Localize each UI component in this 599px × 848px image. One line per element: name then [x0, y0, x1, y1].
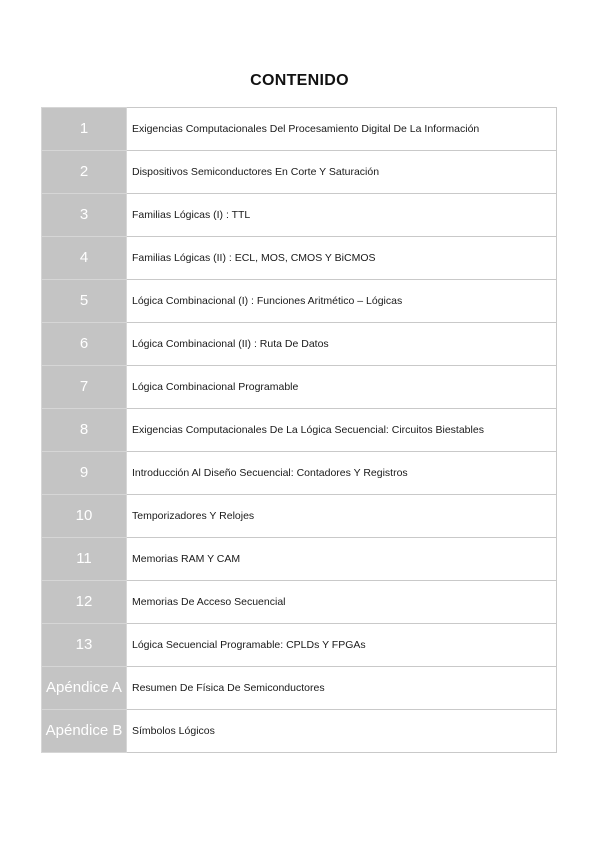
table-row [42, 194, 557, 237]
chapter-number: 11 [42, 538, 127, 581]
chapter-number: 1 [42, 108, 127, 151]
chapter-number: 6 [42, 323, 127, 366]
chapter-title: Exigencias Computacionales De La Lógica Secuencial: Circuitos Biestables [127, 409, 557, 452]
page-title: CONTENIDO [250, 72, 349, 89]
table-row [42, 667, 557, 710]
table-row [42, 323, 557, 366]
chapter-number: 7 [42, 366, 127, 409]
chapter-title: Familias Lógicas (II) : ECL, MOS, CMOS Y BiCMOS [127, 237, 557, 280]
table-row [42, 710, 557, 753]
table-row [42, 409, 557, 452]
chapter-number: 13 [42, 624, 127, 667]
chapter-title: Exigencias Computacionales Del Procesamiento Digital De La Información [127, 108, 557, 151]
table-row [42, 538, 557, 581]
contents-table [41, 107, 557, 753]
table-row [42, 366, 557, 409]
chapter-title: Dispositivos Semiconductores En Corte Y Saturación [127, 151, 557, 194]
chapter-title: Temporizadores Y Relojes [127, 495, 557, 538]
chapter-number: 3 [42, 194, 127, 237]
chapter-title: Familias Lógicas (I) : TTL [127, 194, 557, 237]
chapter-title: Lógica Combinacional (I) : Funciones Aritmético – Lógicas [127, 280, 557, 323]
chapter-number: 4 [42, 237, 127, 280]
chapter-number: 9 [42, 452, 127, 495]
chapter-title: Lógica Combinacional Programable [127, 366, 557, 409]
chapter-number: 5 [42, 280, 127, 323]
table-row [42, 624, 557, 667]
chapter-number: 12 [42, 581, 127, 624]
chapter-number: 2 [42, 151, 127, 194]
table-row [42, 280, 557, 323]
table-row [42, 452, 557, 495]
chapter-title: Memorias De Acceso Secuencial [127, 581, 557, 624]
table-row [42, 151, 557, 194]
appendix-title: Resumen De Física De Semiconductores [127, 667, 557, 710]
table-row [42, 237, 557, 280]
chapter-title: Memorias RAM Y CAM [127, 538, 557, 581]
table-row [42, 495, 557, 538]
chapter-number: 10 [42, 495, 127, 538]
chapter-number: 8 [42, 409, 127, 452]
chapter-title: Lógica Combinacional (II) : Ruta De Datos [127, 323, 557, 366]
chapter-title: Lógica Secuencial Programable: CPLDs Y FPGAs [127, 624, 557, 667]
appendix-label: Apéndice B [42, 710, 127, 753]
appendix-label: Apéndice A [42, 667, 127, 710]
appendix-title: Símbolos Lógicos [127, 710, 557, 753]
table-row [42, 581, 557, 624]
chapter-title: Introducción Al Diseño Secuencial: Contadores Y Registros [127, 452, 557, 495]
table-row [42, 108, 557, 151]
